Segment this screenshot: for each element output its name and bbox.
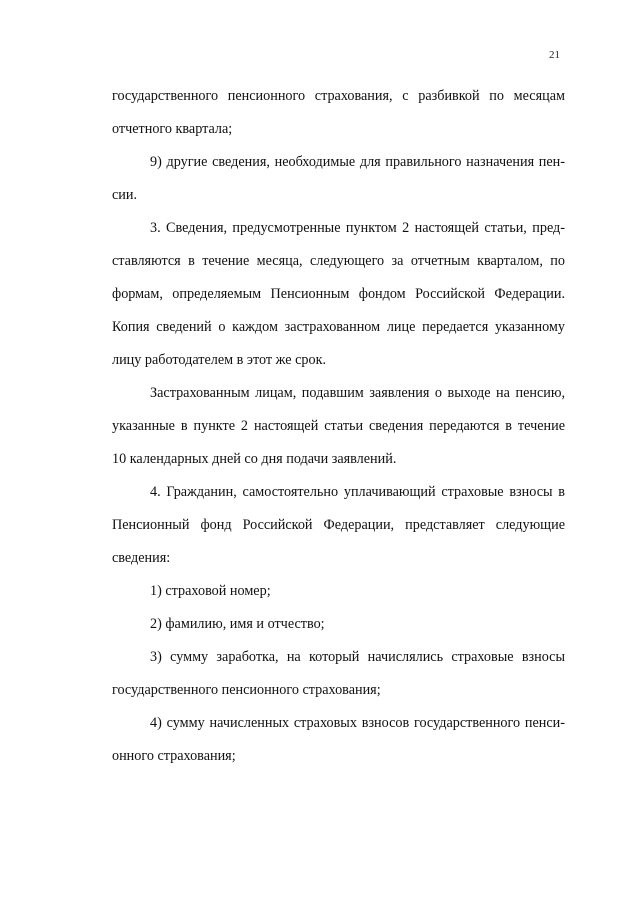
- text-line: сии.: [112, 187, 138, 203]
- paragraph: [76, 476, 565, 575]
- paragraph: [76, 641, 565, 707]
- text-line: отчетного квартала;: [112, 121, 233, 137]
- page-number: 21: [549, 49, 560, 61]
- text-line: Копия сведений о каждом застрахованном лице передается указанному: [112, 319, 565, 335]
- text-line: 4) сумму начисленных страховых взносов государственного пенси-: [150, 715, 565, 731]
- paragraph: [76, 377, 565, 476]
- text-line: государственного пенсионного страхования;: [112, 682, 381, 698]
- text-line: сведения:: [112, 550, 171, 566]
- text-line: указанные в пункте 2 настоящей статьи сведения передаются в течение: [112, 418, 565, 434]
- document-body: [76, 80, 565, 773]
- text-line: 3. Сведения, предусмотренные пунктом 2 настоящей статьи, пред-: [150, 220, 565, 236]
- text-line: лицу работодателем в этот же срок.: [112, 352, 327, 368]
- text-line: 9) другие сведения, необходимые для правильного назначения пен-: [150, 154, 565, 170]
- paragraph: [76, 707, 565, 773]
- paragraph: [76, 212, 565, 377]
- text-line: Застрахованным лицам, подавшим заявления о выходе на пенсию,: [150, 385, 565, 401]
- text-line: 4. Гражданин, самостоятельно уплачивающий страховые взносы в: [150, 484, 565, 500]
- text-line: 2) фамилию, имя и отчество;: [150, 616, 325, 632]
- text-line: 1) страховой номер;: [150, 583, 271, 599]
- text-line: онного страхования;: [112, 748, 236, 764]
- text-line: Пенсионный фонд Российской Федерации, представляет следующие: [112, 517, 565, 533]
- text-line: 10 календарных дней со дня подачи заявлений.: [112, 451, 397, 467]
- paragraph: [76, 575, 565, 608]
- text-line: формам, определяемым Пенсионным фондом Российской Федерации.: [112, 286, 565, 302]
- text-line: государственного пенсионного страхования, с разбивкой по месяцам: [112, 88, 565, 104]
- paragraph: [76, 608, 565, 641]
- text-line: 3) сумму заработка, на который начислялись страховые взносы: [150, 649, 565, 665]
- paragraph: [76, 146, 565, 212]
- paragraph: [76, 80, 565, 146]
- text-line: ставляются в течение месяца, следующего за отчетным кварталом, по: [112, 253, 565, 269]
